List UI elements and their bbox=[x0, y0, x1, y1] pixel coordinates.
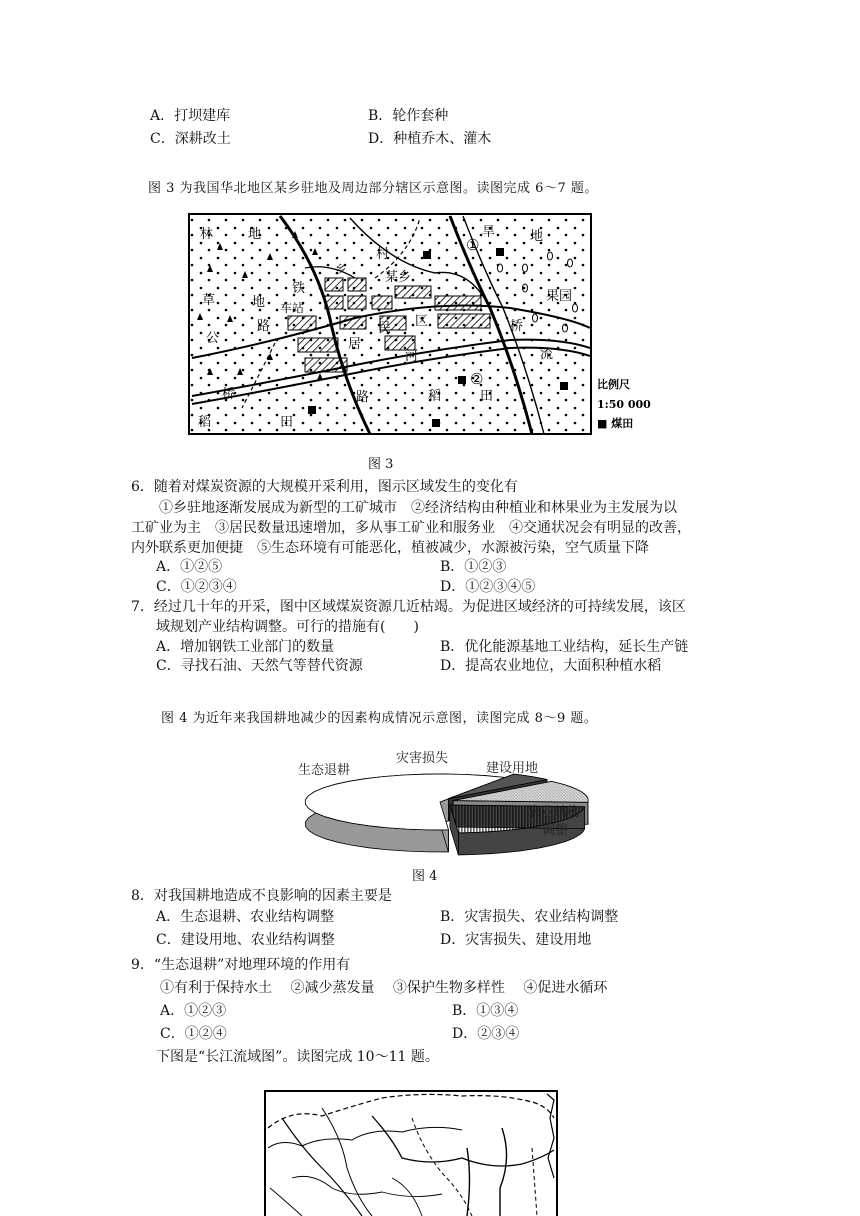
label-river-2: 流 bbox=[540, 347, 554, 362]
label-forest-1: 林 bbox=[200, 227, 214, 242]
pie-label-agri-2: 调整 bbox=[542, 823, 569, 838]
q6-body-1: ①乡驻地逐渐发展成为新型的工矿城市 ②经济结构由种植业和林果业为主发展为以 bbox=[159, 500, 677, 516]
q6-body-2: 工矿业为主 ③居民数量迅速增加，多从事工矿业和服务业 ④交通状况会有明显的改善， bbox=[131, 520, 691, 536]
label-mou-xiang: 某乡 bbox=[385, 270, 412, 285]
label-orchard: 果园 bbox=[546, 289, 573, 304]
q7-option-b: B．优化能源基地工业结构，延长生产链 bbox=[440, 639, 689, 655]
label-mark-1: ① bbox=[466, 236, 480, 254]
fig3-intro: 图 3 为我国华北地区某乡驻地及周边部分辖区示意图。读图完成 6～7 题。 bbox=[148, 181, 598, 196]
label-village: 村 bbox=[376, 247, 390, 262]
q5-option-d: D．种植乔木、灌木 bbox=[368, 131, 492, 147]
legend-scale-title: 比例尺 bbox=[597, 378, 630, 391]
label-bridge-2: 桥 bbox=[222, 387, 236, 402]
q8-option-c: C．建设用地、农业结构调整 bbox=[156, 932, 335, 948]
q7-stem-1: 7．经过几十年的开采，图中区域煤炭资源几近枯竭。为促进区域经济的可持续发展，该区 bbox=[131, 599, 686, 615]
q8-option-a: A．生态退耕、农业结构调整 bbox=[156, 909, 335, 925]
q6-option-b: B．①②③ bbox=[440, 559, 507, 575]
label-res-3: 区 bbox=[415, 314, 429, 329]
label-paddy-4: 田 bbox=[280, 415, 294, 430]
q5-option-b: B．轮作套种 bbox=[368, 108, 449, 124]
label-res-1: 居 bbox=[348, 337, 362, 352]
q7-stem-2: 域规划产业结构调整。可行的措施有( ) bbox=[156, 619, 419, 635]
label-river-1: 河 bbox=[405, 349, 419, 364]
fig3-map bbox=[180, 208, 680, 440]
q5-option-c: C．深耕改土 bbox=[150, 131, 231, 147]
q9-option-c: C．①②④ bbox=[160, 1026, 227, 1042]
label-res-2: 民 bbox=[378, 321, 392, 336]
label-dry-1: 旱 bbox=[482, 225, 496, 240]
label-paddy-3: 稻 bbox=[198, 415, 212, 430]
q5-option-a: A．打坝建库 bbox=[150, 108, 231, 124]
yangtze-map bbox=[262, 1088, 562, 1216]
q9-stem: 9．“生态退耕”对地理环境的作用有 bbox=[131, 957, 351, 973]
label-grass-2: 地 bbox=[252, 295, 266, 310]
label-paddy-2: 田 bbox=[480, 389, 494, 404]
label-dry-2: 地 bbox=[530, 229, 544, 244]
label-forest-2: 地 bbox=[248, 227, 262, 242]
pie-label-agri-1: 农业结构 bbox=[528, 805, 581, 820]
pie-label-disaster: 灾害损失 bbox=[396, 751, 449, 766]
fig4-intro: 图 4 为近年来我国耕地减少的因素构成情况示意图，读图完成 8～9 题。 bbox=[161, 711, 598, 726]
next-intro: 下图是“长江流域图”。读图完成 10～11 题。 bbox=[156, 1049, 439, 1065]
q8-option-d: D．灾害损失、建设用地 bbox=[440, 932, 592, 948]
q6-option-a: A．①②⑤ bbox=[156, 559, 223, 575]
legend-coal: ■ 煤田 bbox=[597, 417, 634, 430]
q7-option-c: C．寻找石油、天然气等替代资源 bbox=[156, 658, 363, 674]
label-station: 车站 bbox=[280, 301, 305, 315]
label-paddy-1: 稻 bbox=[428, 389, 442, 404]
label-gong: 公 bbox=[206, 331, 220, 346]
q6-option-d: D．①②③④⑤ bbox=[440, 579, 536, 595]
q6-stem: 6．随着对煤炭资源的大规模开采利用，图示区域发生的变化有 bbox=[131, 479, 518, 495]
label-xiang: 乡 bbox=[335, 263, 346, 276]
label-bridge-1: 桥 bbox=[510, 319, 524, 334]
q9-option-b: B．①③④ bbox=[452, 1003, 519, 1019]
q6-body-3: 内外联系更加便捷 ⑤生态环境有可能恶化，植被减少，水源被污染，空气质量下降 bbox=[131, 540, 649, 556]
q7-option-d: D．提高农业地位，大面积种植水稻 bbox=[440, 658, 662, 674]
q9-body: ①有利于保持水土 ②减少蒸发量 ③保护生物多样性 ④促进水循环 bbox=[160, 980, 608, 996]
q7-option-a: A．增加钢铁工业部门的数量 bbox=[156, 639, 335, 655]
q8-stem: 8．对我国耕地造成不良影响的因素主要是 bbox=[131, 888, 392, 904]
q8-option-b: B．灾害损失、农业结构调整 bbox=[440, 909, 619, 925]
legend-scale-value: 1:50 000 bbox=[597, 398, 651, 411]
fig3-caption: 图 3 bbox=[368, 457, 394, 472]
label-rail-3: 路 bbox=[356, 390, 370, 405]
pie-label-eco: 生态退耕 bbox=[298, 763, 351, 778]
label-mark-2: ② bbox=[470, 370, 484, 388]
pie-label-construction: 建设用地 bbox=[486, 761, 539, 776]
fig4-caption: 图 4 bbox=[412, 869, 438, 884]
q9-option-a: A．①②③ bbox=[160, 1003, 227, 1019]
label-rail-1: 铁 bbox=[292, 281, 306, 296]
q6-option-c: C．①②③④ bbox=[156, 579, 237, 595]
fig4-pie-chart bbox=[280, 742, 600, 864]
label-grass-1: 草 bbox=[202, 293, 216, 308]
q9-option-d: D．②③④ bbox=[452, 1026, 520, 1042]
label-rail-2: 路 bbox=[257, 319, 271, 334]
